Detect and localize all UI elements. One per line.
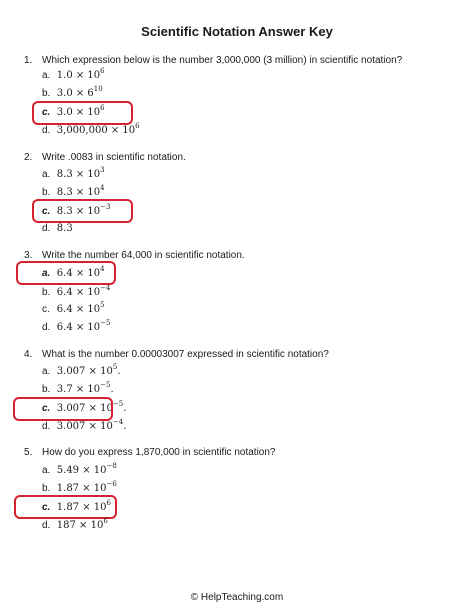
option-4d bbox=[42, 419, 126, 435]
option-exponent: 3 bbox=[100, 166, 105, 174]
question-number: 2. bbox=[24, 152, 33, 163]
correct-answer-circle-5 bbox=[14, 495, 117, 519]
option-suffix: . bbox=[117, 366, 121, 377]
option-4a bbox=[42, 364, 121, 380]
option-4b bbox=[42, 382, 114, 398]
option-2a bbox=[42, 167, 105, 183]
question-number: 3. bbox=[24, 250, 33, 261]
question-text: What is the number 0.00003007 expressed in scientific notation? bbox=[42, 349, 329, 360]
option-letter: b. bbox=[42, 384, 51, 395]
option-letter: c. bbox=[42, 107, 51, 118]
option-base: 3.007 × 10 bbox=[56, 421, 113, 432]
option-exponent: 4 bbox=[100, 184, 105, 192]
option-letter: b. bbox=[42, 88, 51, 99]
option-exponent: −6 bbox=[106, 480, 117, 488]
option-base: 3.0 × 10 bbox=[56, 107, 101, 118]
correct-answer-circle-3 bbox=[16, 261, 116, 285]
option-base: 187 × 10 bbox=[56, 520, 104, 531]
option-base: 6.4 × 10 bbox=[56, 268, 101, 279]
question-1 bbox=[24, 55, 402, 66]
question-number: 5. bbox=[24, 447, 33, 458]
question-text: Write the number 64,000 in scientific notation. bbox=[42, 250, 245, 261]
option-1a bbox=[42, 68, 105, 84]
option-base: 3.7 × 10 bbox=[56, 384, 101, 395]
option-exponent: −5 bbox=[100, 381, 111, 389]
option-1b bbox=[42, 86, 103, 102]
question-text: Write .0083 in scientific notation. bbox=[42, 152, 186, 163]
option-base: 8.3 × 10 bbox=[56, 187, 101, 198]
option-3c bbox=[42, 302, 105, 318]
option-letter: c. bbox=[42, 502, 51, 513]
question-2 bbox=[24, 152, 186, 163]
option-letter: c. bbox=[42, 304, 50, 315]
question-3 bbox=[24, 250, 245, 261]
option-letter: b. bbox=[42, 483, 51, 494]
option-letter: c. bbox=[42, 206, 51, 217]
question-4 bbox=[24, 349, 329, 360]
option-exponent: 5 bbox=[112, 363, 118, 371]
option-base: 1.87 × 10 bbox=[56, 502, 107, 513]
option-3d bbox=[42, 320, 110, 336]
option-exponent: 6 bbox=[103, 517, 108, 525]
option-base: 1.87 × 10 bbox=[56, 483, 107, 494]
option-exponent: −5 bbox=[100, 319, 111, 327]
option-base: 3.007 × 10 bbox=[56, 403, 113, 414]
correct-answer-circle-2 bbox=[32, 199, 133, 223]
question-5 bbox=[24, 447, 275, 458]
option-letter: d. bbox=[42, 520, 51, 531]
option-exponent: −8 bbox=[106, 462, 117, 470]
option-letter: a. bbox=[42, 169, 51, 180]
correct-answer-circle-4 bbox=[13, 397, 113, 421]
option-base: 6.4 × 10 bbox=[56, 287, 101, 298]
page-footer: © HelpTeaching.com bbox=[190, 592, 284, 603]
option-letter: a. bbox=[42, 465, 51, 476]
option-letter: a. bbox=[42, 268, 51, 279]
option-base: 8.3 × 10 bbox=[56, 169, 101, 180]
option-exponent: −3 bbox=[100, 203, 111, 211]
correct-answer-circle-1 bbox=[32, 101, 133, 125]
option-base: 3.007 × 10 bbox=[56, 366, 113, 377]
option-letter: c. bbox=[42, 403, 51, 414]
option-base: 3,000,000 × 10 bbox=[56, 125, 136, 136]
option-letter: b. bbox=[42, 287, 51, 298]
option-2d bbox=[42, 221, 73, 237]
option-base: 1.0 × 10 bbox=[56, 70, 101, 81]
option-5d bbox=[42, 518, 108, 534]
option-suffix: . bbox=[123, 403, 127, 414]
option-base: 6.4 × 10 bbox=[56, 304, 101, 315]
option-exponent: 4 bbox=[100, 265, 105, 273]
option-suffix: . bbox=[110, 384, 114, 395]
option-suffix: . bbox=[123, 421, 127, 432]
option-letter: d. bbox=[42, 125, 51, 136]
option-exponent: 6 bbox=[100, 67, 105, 75]
option-exponent: 6 bbox=[100, 104, 105, 112]
option-base: 8.3 bbox=[56, 223, 73, 234]
option-3b bbox=[42, 285, 110, 301]
option-base: 3.0 × 6 bbox=[56, 88, 94, 99]
option-letter: b. bbox=[42, 187, 51, 198]
option-base: 5.49 × 10 bbox=[56, 465, 107, 476]
option-exponent: 6 bbox=[106, 499, 111, 507]
question-number: 4. bbox=[24, 349, 33, 360]
option-1d bbox=[42, 123, 140, 139]
option-exponent: −4 bbox=[112, 418, 124, 426]
question-number: 1. bbox=[24, 55, 33, 66]
option-letter: d. bbox=[42, 223, 51, 234]
option-letter: a. bbox=[42, 366, 51, 377]
option-base: 8.3 × 10 bbox=[56, 206, 101, 217]
question-text: How do you express 1,870,000 in scientific notation? bbox=[42, 447, 276, 458]
option-exponent: 10 bbox=[93, 85, 103, 93]
option-exponent: 5 bbox=[100, 301, 105, 309]
option-letter: d. bbox=[42, 421, 51, 432]
option-letter: d. bbox=[42, 322, 51, 333]
option-base: 6.4 × 10 bbox=[56, 322, 101, 333]
option-5a bbox=[42, 463, 117, 479]
option-letter: a. bbox=[42, 70, 51, 81]
page-title: Scientific Notation Answer Key bbox=[141, 24, 333, 39]
question-text: Which expression below is the number 3,000,000 (3 million) in scientific notation? bbox=[42, 55, 403, 66]
option-exponent: 6 bbox=[135, 122, 140, 130]
option-exponent: −4 bbox=[100, 284, 111, 292]
option-exponent: −5 bbox=[112, 400, 124, 408]
